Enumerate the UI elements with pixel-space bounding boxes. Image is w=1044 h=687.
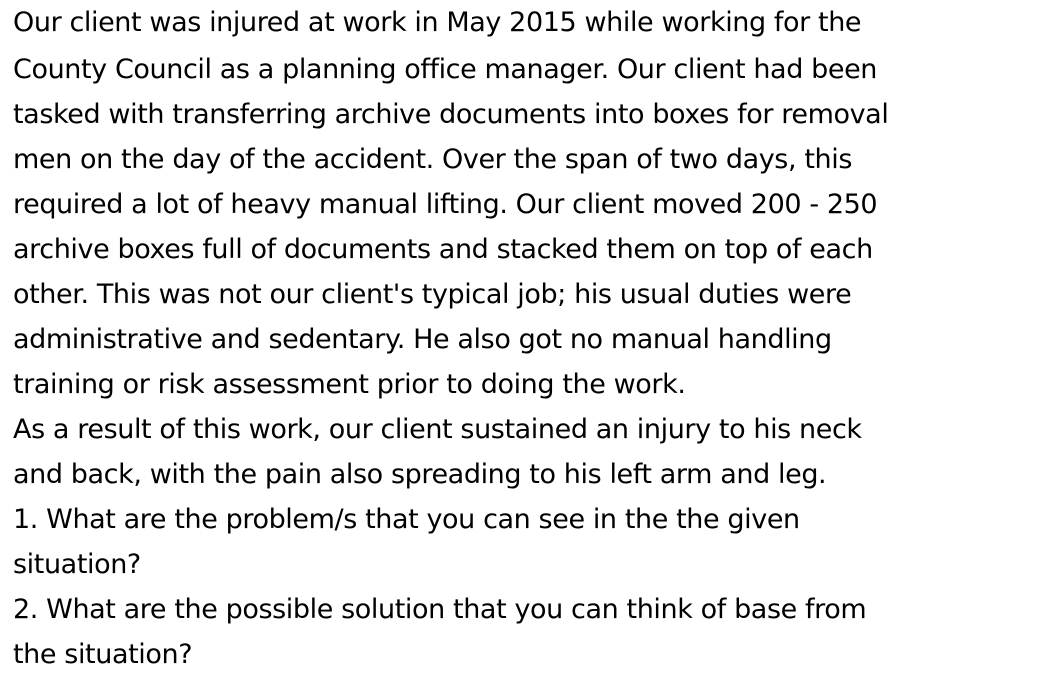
text-line: archive boxes full of documents and stacked them on top of each — [13, 234, 873, 265]
text-line: tasked with transferring archive documents into boxes for removal — [13, 99, 889, 130]
text-line: other. This was not our client's typical job; his usual duties were — [13, 279, 852, 310]
text-line: 1. What are the problem/s that you can see in the the given — [13, 504, 800, 535]
text-line: administrative and sedentary. He also got no manual handling — [13, 324, 832, 355]
text-line: training or risk assessment prior to doing the work. — [13, 369, 686, 400]
text-line: men on the day of the accident. Over the span of two days, this — [13, 144, 853, 175]
text-line: County Council as a planning office manager. Our client had been — [13, 54, 877, 85]
text-line: 2. What are the possible solution that you can think of base from — [13, 594, 867, 625]
text-line: situation? — [13, 549, 141, 580]
text-line: As a result of this work, our client sustained an injury to his neck — [13, 414, 862, 445]
text-line: the situation? — [13, 639, 193, 670]
text-line: Our client was injured at work in May 2015 while working for the — [13, 7, 862, 38]
text-line: required a lot of heavy manual lifting. Our client moved 200 - 250 — [13, 189, 878, 220]
text-line: and back, with the pain also spreading to his left arm and leg. — [13, 459, 827, 490]
